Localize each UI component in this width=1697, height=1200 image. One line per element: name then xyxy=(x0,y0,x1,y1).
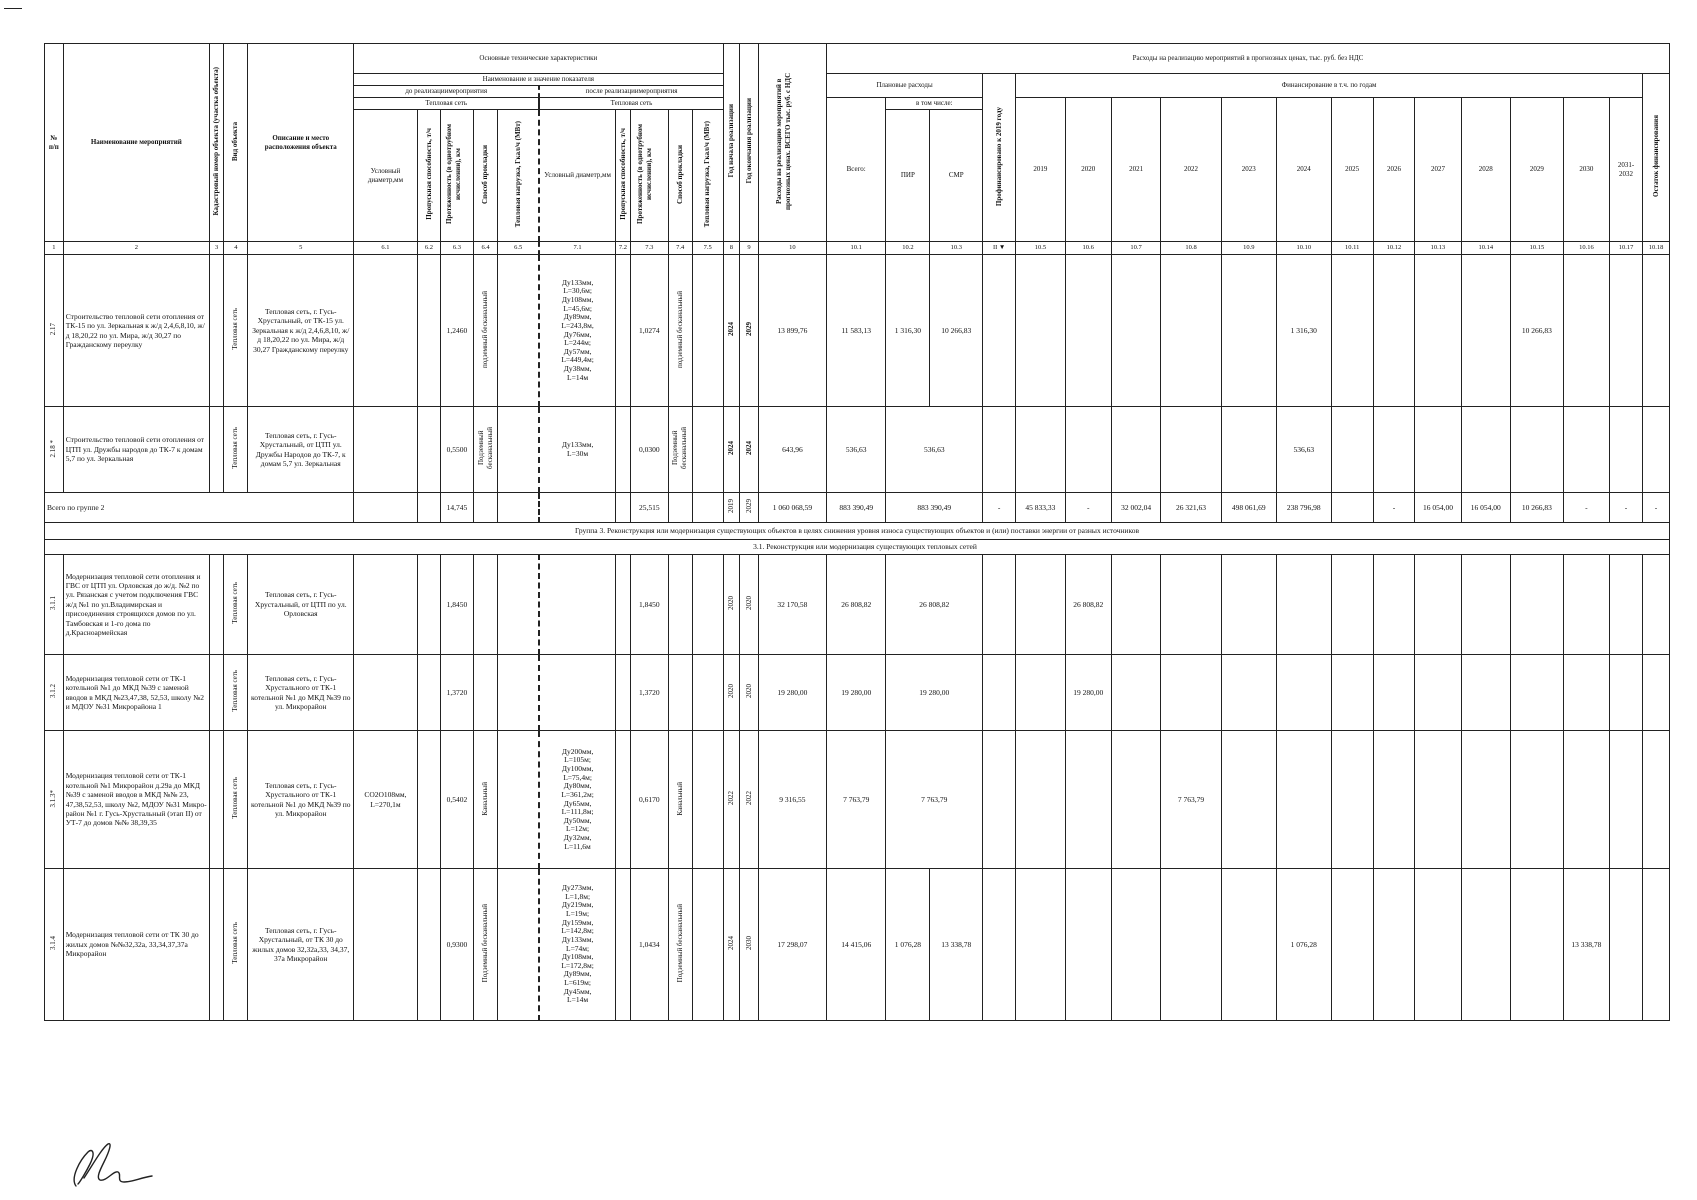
header-after: после реализациимероприятия xyxy=(539,86,723,98)
row-length-before: 0,5402 xyxy=(440,731,473,869)
row-all: 7 763,79 xyxy=(827,731,886,869)
column-number-cell: 7.1 xyxy=(539,242,615,255)
diameter-line: L=1,8м; xyxy=(565,891,591,901)
diameter-line: Ду133мм, xyxy=(561,934,594,944)
column-number-cell: 10.2 xyxy=(886,242,930,255)
diameter-line: Ду32мм, xyxy=(563,833,592,842)
total-pir-smr: 883 390,49 xyxy=(886,493,983,523)
row-year-start: 2020 xyxy=(727,684,735,699)
header-year-2025: 2025 xyxy=(1331,98,1373,242)
row-length-after: 1,0434 xyxy=(631,869,668,1021)
column-number-cell: 5 xyxy=(248,242,354,255)
total-y2027: 16 054,00 xyxy=(1415,493,1461,523)
header-financing-by-years: Финансирование в т.ч. по годам xyxy=(1016,74,1643,98)
diameter-line: Ду100мм, xyxy=(561,764,594,773)
row-year-end: 2020 xyxy=(744,596,753,611)
diameter-line: Ду76мм, xyxy=(563,329,592,339)
row-name: Модернизация тепловой сети отопления и ГВС от ЦТП ул. Орловская до ж/д. №2 по ул. Рязанская с учетом подключения ГВС ж/д №1 по ул.Владимирская и присоединения строящихся домов по ул. Тамбовская и 1-го дома по д.Красноармейская xyxy=(63,555,209,655)
column-number-cell: 3 xyxy=(209,242,223,255)
diameter-line: L=449,4м; xyxy=(561,355,594,365)
header-year-2023: 2023 xyxy=(1221,98,1276,242)
column-number-cell: 10.15 xyxy=(1511,242,1564,255)
row-diameter-after xyxy=(539,407,615,493)
diameter-line: L=244м; xyxy=(564,338,592,348)
row-length-after: 1,8450 xyxy=(631,555,668,655)
row-year-start: 2024 xyxy=(723,407,739,493)
diameter-line: Ду159мм, xyxy=(561,917,594,927)
row-pir: 1 076,28 xyxy=(886,869,930,1021)
row-no: 3.1.2 xyxy=(49,684,58,699)
header-year-2027: 2027 xyxy=(1415,98,1461,242)
header-year-2026: 2026 xyxy=(1373,98,1415,242)
row-name: Модернизация тепловой сети от ТК-1 котельной №1 до МКД №39 с заменой вводов в МКД №23,47,38, 52,53, школу №2 и МДОУ №31 Микрорайона 1 xyxy=(63,655,209,731)
diameter-line: L=75,4м; xyxy=(563,772,592,782)
row-diameter-before xyxy=(354,255,418,407)
row-year-start: 2022 xyxy=(727,791,735,806)
row-year-end: 2022 xyxy=(744,791,753,806)
diameter-line: L=19м; xyxy=(566,909,590,918)
row-y2030: 13 338,78 xyxy=(1563,869,1609,1021)
row-total: 13 899,76 xyxy=(758,255,826,407)
row-cadastral xyxy=(209,255,223,407)
row-description: Тепловая сеть, г. Гусь-Хрустального от ТК-1 котельной №1 до МКД №39 по ул. Микрорайон xyxy=(248,655,354,731)
row-object-type: Тепловая сеть xyxy=(231,582,240,625)
total-balance: - xyxy=(1643,493,1670,523)
header-year-2022: 2022 xyxy=(1161,98,1221,242)
column-number-cell: 10.11 xyxy=(1331,242,1373,255)
row-length-before: 1,2460 xyxy=(440,255,473,407)
row-object-type: Тепловая сеть xyxy=(231,922,240,965)
header-year-2019: 2019 xyxy=(1016,98,1065,242)
total-y2030: - xyxy=(1563,493,1609,523)
diameter-line: Ду38мм, xyxy=(563,364,592,373)
row-y2022: 7 763,79 xyxy=(1161,731,1221,869)
header-tech-title: Основные технические характеристики xyxy=(354,44,724,74)
row-diameter-before: СО2О108мм, L=270,1м xyxy=(354,731,418,869)
diameter-line: Ду273мм, xyxy=(561,883,594,893)
column-number-cell: 6.1 xyxy=(354,242,418,255)
row-total: 9 316,55 xyxy=(758,731,826,869)
header-name: Наименование мероприятий xyxy=(63,44,209,242)
header-smr: СМР xyxy=(930,110,983,242)
total-row-group-2 xyxy=(45,493,1670,523)
column-number-cell: 10.3 xyxy=(930,242,983,255)
row-name: Строительство тепловой сети отопления от ЦТП ул. Дружбы народов до ТК-7 к домам 5,7 по ул. Зеркальная xyxy=(63,407,209,493)
column-number-cell: 10.13 xyxy=(1415,242,1461,255)
row-name: Строительство тепловой сети отопления от ТК-15 по ул. Зеркальная к ж/д 2,4,6,8,10, ж/д 18,20,22 по ул. Мира, ж/д 30,27 по Гражданскому переулку xyxy=(63,255,209,407)
row-year-start: 2024 xyxy=(723,255,739,407)
row-prefinanced xyxy=(983,255,1016,407)
row-no: 2.18 * xyxy=(45,407,64,493)
header-all: Всего: xyxy=(827,98,886,242)
column-number-cell: 7.4 xyxy=(668,242,692,255)
investment-table xyxy=(44,43,1670,1021)
row-laying-before: подземный бесканальный xyxy=(473,255,497,407)
row-y2029: 10 266,83 xyxy=(1511,255,1564,407)
header-year-2028: 2028 xyxy=(1461,98,1510,242)
header-year-2024: 2024 xyxy=(1276,98,1331,242)
row-pir-smr: 26 808,82 xyxy=(886,555,983,655)
column-number-cell: 6.3 xyxy=(440,242,473,255)
row-object-type: Тепловая сеть xyxy=(231,670,240,713)
header-throughput-after: Пропускная способность, т/ч xyxy=(615,110,630,242)
total-year-start: 2019 xyxy=(723,493,739,523)
table-row xyxy=(45,555,1670,655)
row-diameter-after xyxy=(539,731,615,869)
row-year-start: 2020 xyxy=(727,596,735,611)
row-length-after: 0,6170 xyxy=(631,731,668,869)
row-all: 26 808,82 xyxy=(827,555,886,655)
column-number-cell: 4 xyxy=(224,242,248,255)
table-row xyxy=(45,731,1670,869)
total-y2024: 238 796,98 xyxy=(1276,493,1331,523)
row-name: Модернизация тепловой сети от ТК-1 котельной №1 Микрорайон д.29а до МКД №39 с заменой вводов в МКД №№ 23, 47,38,52,53, школу №2, МДОУ №31 Микро-район №1 г. Гусь-Хрустальный (этап II) от УТ-7 до домов №№ 38,39,35 xyxy=(63,731,209,869)
diameter-line: Ду219мм, xyxy=(561,900,594,910)
row-all: 19 280,00 xyxy=(827,655,886,731)
header-year-end: Год окончания реализации xyxy=(740,44,759,242)
table-row xyxy=(45,407,1670,493)
table-row xyxy=(45,255,1670,407)
header-diameter-after: Условный диаметр,мм xyxy=(539,110,615,242)
column-number-cell: 8 xyxy=(723,242,739,255)
column-number-cell: 10 xyxy=(758,242,826,255)
column-number-row xyxy=(45,242,1670,255)
column-number-cell: 7.5 xyxy=(692,242,723,255)
row-y2024: 1 316,30 xyxy=(1276,255,1331,407)
signature-mark xyxy=(66,1138,156,1193)
header-including: в том числе: xyxy=(886,98,983,110)
row-length-before: 1,8450 xyxy=(440,555,473,655)
row-total: 643,96 xyxy=(758,407,826,493)
row-pir-smr: 7 763,79 xyxy=(886,731,983,869)
column-number-cell: 10.10 xyxy=(1276,242,1331,255)
diameter-line: Ду57мм, xyxy=(563,346,592,356)
row-laying-after: подземный бесканальный xyxy=(668,255,692,407)
row-smr: 13 338,78 xyxy=(930,869,983,1021)
group-3-title: Группа 3. Реконструкция или модернизация существующих объектов в целях снижения уровня износа существующих объектов и (или) поставки энергии от разных источников xyxy=(45,523,1670,540)
row-diameter-after xyxy=(539,255,615,407)
header-year-2029: 2029 xyxy=(1511,98,1564,242)
row-name: Модернизация тепловой сети от ТК 30 до жилых домов №№32,32а, 33,34,37,37а Микрорайон xyxy=(63,869,209,1021)
diameter-line: L=11,6м xyxy=(564,841,591,851)
row-throughput-after xyxy=(615,255,630,407)
column-number-cell: 10.8 xyxy=(1161,242,1221,255)
diameter-line: L=12м; xyxy=(566,824,590,834)
row-length-after: 0,0300 xyxy=(631,407,668,493)
column-number-cell: 10.5 xyxy=(1016,242,1065,255)
row-object-type: Тепловая сеть xyxy=(231,777,240,820)
header-no: № п/п xyxy=(45,44,64,242)
row-throughput-before xyxy=(417,255,440,407)
row-length-before: 0,5500 xyxy=(440,407,473,493)
column-number-cell: 10.17 xyxy=(1610,242,1643,255)
row-year-start: 2024 xyxy=(727,936,735,951)
column-number-cell: 10.12 xyxy=(1373,242,1415,255)
header-cadastral: Кадастровый номер объекта (участка объекта) xyxy=(209,44,223,242)
column-number-cell: 10.7 xyxy=(1111,242,1160,255)
total-y2022: 26 321,63 xyxy=(1161,493,1221,523)
diameter-line: Ду133мм, xyxy=(561,439,594,449)
total-year-end: 2029 xyxy=(740,493,759,523)
header-object-type: Вид объекта xyxy=(224,44,248,242)
diameter-line: L=30м xyxy=(567,448,589,458)
row-diameter-after xyxy=(539,869,615,1021)
header-heat-network-before: Тепловая сеть xyxy=(354,98,540,110)
diameter-line: Ду108мм, xyxy=(561,952,594,962)
row-no: 3.1.1 xyxy=(49,596,58,611)
subgroup-3-1-title: 3.1. Реконструкция или модернизация существующих тепловых сетей xyxy=(45,540,1670,555)
diameter-line: L=243,8м, xyxy=(561,320,594,330)
diameter-line: Ду200мм, xyxy=(561,746,594,756)
page-corner-mark xyxy=(4,8,22,9)
row-laying-before: Канальный xyxy=(481,781,490,816)
row-description: Тепловая сеть, г. Гусь- Хрустальный, от ЦТП по ул. Орловская xyxy=(248,555,354,655)
row-no: 3.1.4 xyxy=(49,936,58,951)
row-total: 32 170,58 xyxy=(758,555,826,655)
row-description: Тепловая сеть, г. Гусь-Хрустального от ТК-1 котельной №1 до МКД №39 по ул. Микрорайон xyxy=(248,731,354,869)
diameter-line: Ду133мм, xyxy=(561,277,594,287)
row-description: Тепловая сеть, г. Гусь- Хрустальный, от ЦТП ул. Дружбы Народов до ТК-7, к домам 5,7 ул. Зеркальная xyxy=(248,407,354,493)
header-length-before: Протяженность (в однотрубном исчислении), км xyxy=(440,110,473,242)
row-laying-after: Канальный xyxy=(675,781,684,816)
header-indicator-title: Наименование и значение показателя xyxy=(354,74,724,86)
total-y2026: - xyxy=(1373,493,1415,523)
row-laying-after: Подземный бесканальный xyxy=(668,407,692,493)
total-y2031: - xyxy=(1610,493,1643,523)
row-description: Тепловая сеть, г. Гусь- Хрустальный, от ТК-15 ул. Зеркальная к ж/д 2,4,6,8,10, ж/д 18,20,22 по ул. Мира, ж/д 30,27 Гражданскому переулку xyxy=(248,255,354,407)
row-year-end: 2029 xyxy=(740,255,759,407)
diameter-line: L=45,6м; xyxy=(563,303,592,313)
diameter-line: L=361,2м; xyxy=(561,789,594,799)
header-planned: Плановые расходы xyxy=(827,74,983,98)
diameter-line: Ду89мм, xyxy=(563,969,592,979)
row-smr: 10 266,83 xyxy=(930,255,983,407)
header-description: Описание и место расположения объекта xyxy=(248,44,354,242)
row-length-before: 0,9300 xyxy=(440,869,473,1021)
column-number-cell: 6.4 xyxy=(473,242,497,255)
header-laying-after: Способ прокладки xyxy=(668,110,692,242)
subgroup-3-1-row xyxy=(45,540,1670,555)
row-y2024: 536,63 xyxy=(1276,407,1331,493)
header-row-1 xyxy=(45,44,1670,74)
header-balance: Остаток финансирования xyxy=(1643,74,1670,242)
row-laying-before: Подземный бесканальный xyxy=(481,904,490,983)
header-laying-before: Способ прокладки xyxy=(473,110,497,242)
column-number-cell: 10.14 xyxy=(1461,242,1510,255)
total-y2023: 498 061,69 xyxy=(1221,493,1276,523)
header-heat-network-after: Тепловая сеть xyxy=(539,98,723,110)
row-all: 536,63 xyxy=(827,407,886,493)
row-load-after xyxy=(692,255,723,407)
column-number-cell: 10.16 xyxy=(1563,242,1609,255)
total-prefinanced: - xyxy=(983,493,1016,523)
diameter-line: L=14м xyxy=(567,372,589,382)
row-all: 11 583,13 xyxy=(827,255,886,407)
row-pir-smr: 536,63 xyxy=(886,407,983,493)
row-year-end: 2030 xyxy=(744,936,753,951)
row-y2020: 26 808,82 xyxy=(1065,555,1111,655)
row-load-before xyxy=(498,255,540,407)
row-cadastral xyxy=(209,407,223,493)
total-all: 883 390,49 xyxy=(827,493,886,523)
diameter-line: L=105м; xyxy=(564,755,592,765)
total-length-before: 14,745 xyxy=(440,493,473,523)
diameter-line: Ду108мм, xyxy=(561,295,594,304)
diameter-line: Ду89мм, xyxy=(563,312,592,322)
diameter-line: L=30,6м; xyxy=(563,286,592,296)
diameter-line: Ду65мм, xyxy=(563,798,592,808)
row-total: 19 280,00 xyxy=(758,655,826,731)
row-laying-before: Подземный бесканальный xyxy=(473,407,497,493)
diameter-line: L=619м; xyxy=(564,978,592,987)
group-3-title-row xyxy=(45,523,1670,540)
column-number-cell: 2 xyxy=(63,242,209,255)
row-length-after: 1,3720 xyxy=(631,655,668,731)
column-number-cell: 10.9 xyxy=(1221,242,1276,255)
row-description: Тепловая сеть, г. Гусь- Хрустальный, от ТК 30 до жилых домов 32,32а,33, 34,37, 37а Микрорайон xyxy=(248,869,354,1021)
diameter-line: L=74м; xyxy=(566,943,590,953)
row-pir-smr: 19 280,00 xyxy=(886,655,983,731)
total-y2028: 16 054,00 xyxy=(1461,493,1510,523)
header-before: до реализациимероприятия xyxy=(354,86,540,98)
total-y2020: - xyxy=(1065,493,1111,523)
row-no: 2.17 xyxy=(45,255,64,407)
diameter-line: L=111,8м; xyxy=(561,807,594,817)
row-no: 3.1.3* xyxy=(49,789,58,808)
diameter-line: Ду45мм, xyxy=(563,986,592,996)
row-y2024: 1 076,28 xyxy=(1276,869,1331,1021)
header-pir: ПИР xyxy=(886,110,930,242)
row-object-type: Тепловая сеть xyxy=(224,407,248,493)
column-number-cell: II ▼ xyxy=(983,242,1016,255)
diameter-line: Ду50мм, xyxy=(563,815,592,825)
total-length-after: 25,515 xyxy=(631,493,668,523)
header-year-2031-2032: 2031-2032 xyxy=(1610,98,1643,242)
total-y2029: 10 266,83 xyxy=(1511,493,1564,523)
row-all: 14 415,06 xyxy=(827,869,886,1021)
header-load-after: Тепловая нагрузка, Гкал/ч (МВт) xyxy=(692,110,723,242)
column-number-cell: 1 xyxy=(45,242,64,255)
diameter-line: L=172,8м; xyxy=(561,960,594,970)
header-load-before: Тепловая нагрузка, Гкал/ч (МВт) xyxy=(498,110,540,242)
row-length-before: 1,3720 xyxy=(440,655,473,731)
column-number-cell: 10.1 xyxy=(827,242,886,255)
diameter-line: L=142,8м; xyxy=(561,926,594,936)
row-laying-after: Подземный бесканальный xyxy=(675,904,684,983)
column-number-cell: 9 xyxy=(740,242,759,255)
row-length-after: 1,0274 xyxy=(631,255,668,407)
total-sum: 1 060 068,59 xyxy=(758,493,826,523)
diameter-line: Ду80мм, xyxy=(563,781,592,791)
header-total: Расходы на реализацию мероприятий в прогнозных ценах. ВСЕГО тыс. руб. с НДС xyxy=(758,44,826,242)
diameter-line: L=14м xyxy=(567,995,589,1005)
header-year-2030: 2030 xyxy=(1563,98,1609,242)
header-year-start: Год начала реализации xyxy=(723,44,739,242)
total-y2021: 32 002,04 xyxy=(1111,493,1160,523)
table-row xyxy=(45,869,1670,1021)
total-label: Всего по группе 2 xyxy=(45,493,354,523)
column-number-cell: 6.5 xyxy=(498,242,540,255)
header-prefinanced: Профинансировано к 2019 году xyxy=(983,74,1016,242)
row-total: 17 298,07 xyxy=(758,869,826,1021)
investment-program-table-sheet xyxy=(44,43,1670,1118)
table-row xyxy=(45,655,1670,731)
header-year-2020: 2020 xyxy=(1065,98,1111,242)
header-year-2021: 2021 xyxy=(1111,98,1160,242)
total-y2019: 45 833,33 xyxy=(1016,493,1065,523)
header-length-after: Протяженность (в однотрубном исчислении), км xyxy=(631,110,668,242)
column-number-cell: 7.2 xyxy=(615,242,630,255)
column-number-cell: 6.2 xyxy=(417,242,440,255)
row-year-end: 2024 xyxy=(740,407,759,493)
column-number-cell: 10.6 xyxy=(1065,242,1111,255)
header-costs-title: Расходы на реализацию мероприятий в прогнозных ценах, тыс. руб. без НДС xyxy=(827,44,1670,74)
total-y2025 xyxy=(1331,493,1373,523)
header-diameter-before: Условный диаметр,мм xyxy=(354,110,418,242)
row-y2020: 19 280,00 xyxy=(1065,655,1111,731)
column-number-cell: 10.18 xyxy=(1643,242,1670,255)
header-throughput-before: Пропускная способность, т/ч xyxy=(417,110,440,242)
row-pir: 1 316,30 xyxy=(886,255,930,407)
column-number-cell: 7.3 xyxy=(631,242,668,255)
row-object-type: Тепловая сеть xyxy=(224,255,248,407)
row-year-end: 2020 xyxy=(744,684,753,699)
